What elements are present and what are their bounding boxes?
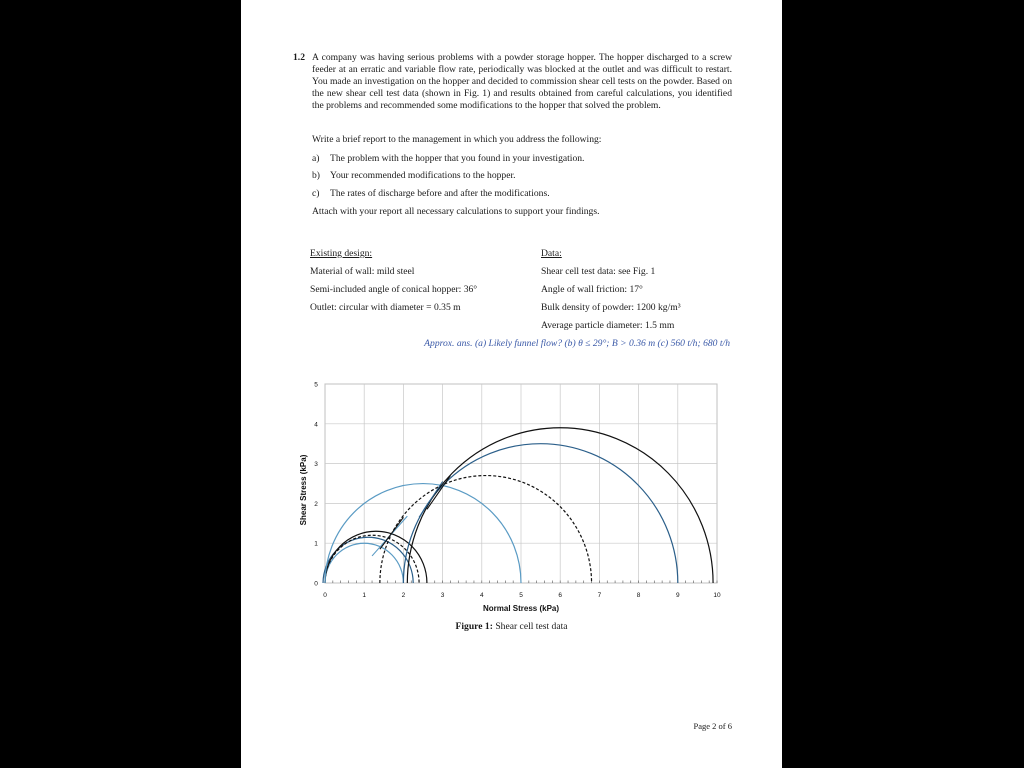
x-tick-labels bbox=[323, 592, 721, 599]
data-item: Angle of wall friction: 17° bbox=[541, 284, 643, 295]
x-tick-label: 3 bbox=[440, 592, 445, 599]
y-tick-label: 5 bbox=[314, 381, 318, 389]
y-tick-labels bbox=[314, 382, 318, 588]
mohr-circle bbox=[380, 476, 592, 583]
data-item: Shear cell test data: see Fig. 1 bbox=[541, 266, 656, 277]
task-label: b) bbox=[312, 170, 320, 181]
data-item: Bulk density of powder: 1200 kg/m³ bbox=[541, 302, 681, 313]
document-page bbox=[241, 0, 782, 768]
yield-locus-line bbox=[419, 482, 443, 518]
existing-design-item: Material of wall: mild steel bbox=[310, 266, 415, 277]
page-number: Page 2 of 6 bbox=[693, 721, 732, 731]
task-label: c) bbox=[312, 188, 320, 199]
existing-design-item: Outlet: circular with diameter = 0.35 m bbox=[310, 302, 461, 313]
y-tick-label: 3 bbox=[314, 461, 318, 469]
approx-answer: Approx. ans. (a) Likely funnel flow? (b) θ ≤ 29°; B > 0.36 m (c) 560 t/h; 680 t/h bbox=[424, 338, 730, 349]
mohr-circle bbox=[325, 484, 521, 583]
x-tick-label: 9 bbox=[675, 592, 680, 599]
x-tick-label: 10 bbox=[713, 592, 721, 599]
mohr-circle bbox=[323, 537, 413, 583]
y-axis-label: Shear Stress (kPa) bbox=[299, 454, 308, 526]
instruction-text: Write a brief report to the management in which you address the following: bbox=[312, 134, 602, 145]
x-tick-label: 8 bbox=[636, 592, 641, 599]
caption-text: Shear cell test data bbox=[495, 621, 568, 632]
y-tick-label: 4 bbox=[314, 421, 318, 429]
shear-cell-chart bbox=[241, 0, 782, 620]
data-heading: Data: bbox=[541, 248, 562, 259]
y-tick-label: 2 bbox=[314, 500, 318, 508]
question-paragraph: A company was having serious problems with a powder storage hopper. The hopper discharged to a screw feeder at an erratic and variable flow rate, periodically was blocked at the outlet and was difficult to restart. You made an investigation on the hopper and decided to commission shear cell tests on the powder. Based on the new shear cell test data (shown in Fig. 1) and results obtained from careful calculations, you identified the problems and recommended some modifications to the hopper that solved the problem. bbox=[312, 52, 732, 111]
x-tick-label: 5 bbox=[519, 592, 523, 599]
x-tick-label: 0 bbox=[323, 592, 327, 599]
figure-caption bbox=[241, 621, 782, 632]
mohr-circle bbox=[403, 444, 677, 583]
x-tick-label: 6 bbox=[558, 592, 563, 599]
existing-design-heading: Existing design: bbox=[310, 248, 373, 259]
task-label: a) bbox=[312, 153, 320, 164]
x-tick-label: 2 bbox=[401, 592, 406, 599]
question-number: 1.2 bbox=[293, 52, 305, 63]
task-text: Your recommended modifications to the hopper. bbox=[330, 170, 516, 181]
caption-label: Figure 1: bbox=[455, 621, 493, 632]
existing-design-item: Semi-included angle of conical hopper: 36° bbox=[310, 284, 478, 295]
y-tick-label: 1 bbox=[314, 540, 318, 548]
task-text: The rates of discharge before and after the modifications. bbox=[330, 188, 550, 199]
yield-locus-line bbox=[427, 476, 451, 510]
x-tick-label: 1 bbox=[362, 592, 367, 599]
x-axis-label: Normal Stress (kPa) bbox=[482, 604, 560, 613]
yield-loci bbox=[372, 476, 450, 556]
data-item: Average particle diameter: 1.5 mm bbox=[541, 320, 675, 331]
mohr-circles bbox=[323, 428, 713, 583]
task-text: The problem with the hopper that you found in your investigation. bbox=[330, 153, 585, 164]
y-tick-label: 0 bbox=[314, 580, 318, 588]
x-tick-label: 7 bbox=[597, 592, 602, 599]
x-tick-label: 4 bbox=[479, 592, 484, 599]
attach-text: Attach with your report all necessary calculations to support your findings. bbox=[312, 206, 600, 217]
